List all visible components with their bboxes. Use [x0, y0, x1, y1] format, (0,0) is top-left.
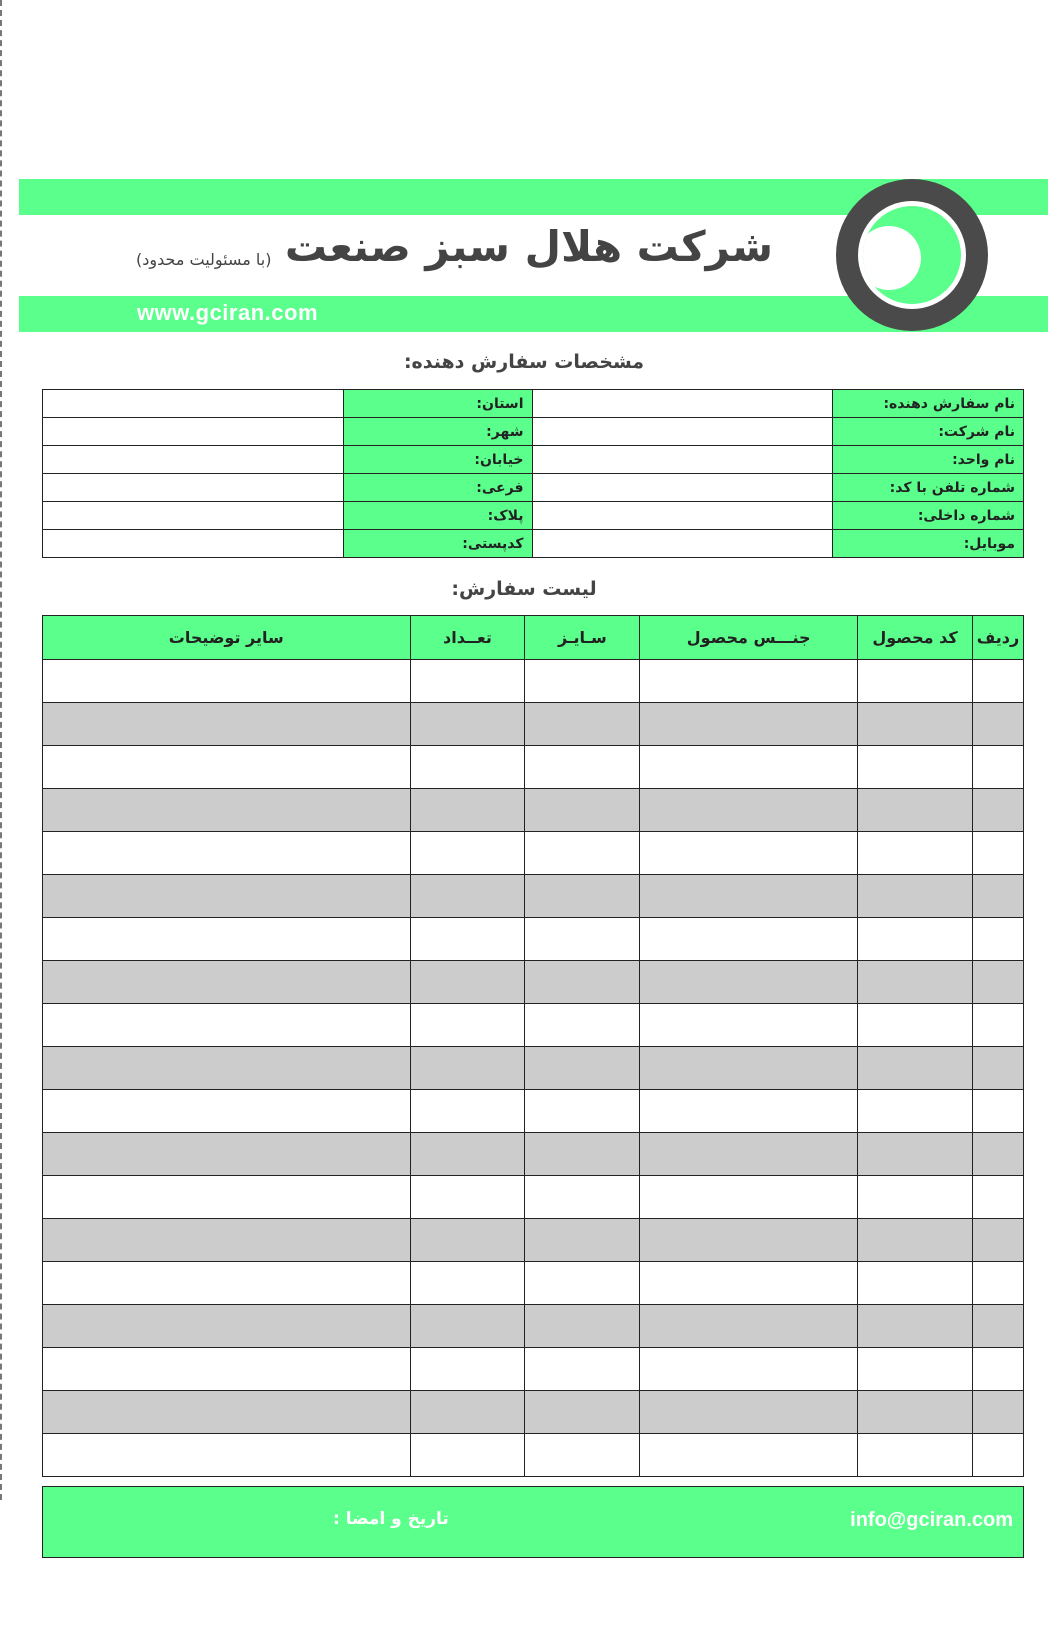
material-cell[interactable]: [640, 1133, 858, 1176]
row-number-cell[interactable]: [972, 1348, 1023, 1391]
notes-cell[interactable]: [43, 1133, 411, 1176]
details-row: [43, 502, 1024, 530]
table-row: [43, 1004, 1024, 1047]
material-cell[interactable]: [640, 1262, 858, 1305]
row-number-cell[interactable]: [972, 832, 1023, 875]
notes-cell[interactable]: [43, 1176, 411, 1219]
product-code-cell[interactable]: [858, 1047, 973, 1090]
table-row: [43, 1176, 1024, 1219]
notes-cell[interactable]: [43, 875, 411, 918]
size-cell[interactable]: [525, 1305, 640, 1348]
orderer-field-label: نام شرکت:: [833, 418, 1024, 446]
row-number-cell[interactable]: [972, 1090, 1023, 1133]
size-cell[interactable]: [525, 789, 640, 832]
order-list-table: [42, 615, 1024, 1477]
table-row: [43, 703, 1024, 746]
material-cell[interactable]: [640, 875, 858, 918]
signature-label: تاریخ و امضا :: [333, 1509, 449, 1529]
quantity-cell[interactable]: [410, 918, 525, 961]
address-field-input[interactable]: [43, 530, 344, 558]
orderer-field-input[interactable]: [532, 502, 833, 530]
col-notes: سایر توضیحات: [43, 616, 411, 660]
product-code-cell[interactable]: [858, 789, 973, 832]
quantity-cell[interactable]: [410, 1348, 525, 1391]
material-cell[interactable]: [640, 1305, 858, 1348]
quantity-cell[interactable]: [410, 1219, 525, 1262]
material-cell[interactable]: [640, 1047, 858, 1090]
quantity-cell[interactable]: [410, 1047, 525, 1090]
table-row: [43, 832, 1024, 875]
quantity-cell[interactable]: [410, 1305, 525, 1348]
quantity-cell[interactable]: [410, 961, 525, 1004]
material-cell[interactable]: [640, 703, 858, 746]
col-product-code: کد محصول: [858, 616, 973, 660]
address-field-label: پلاک:: [343, 502, 532, 530]
material-cell[interactable]: [640, 1219, 858, 1262]
row-number-cell[interactable]: [972, 746, 1023, 789]
notes-cell[interactable]: [43, 1262, 411, 1305]
orderer-field-input[interactable]: [532, 474, 833, 502]
details-row: [43, 446, 1024, 474]
product-code-cell[interactable]: [858, 1176, 973, 1219]
address-field-label: فرعی:: [343, 474, 532, 502]
size-cell[interactable]: [525, 1262, 640, 1305]
company-subtitle: (با مسئولیت محدود): [136, 250, 272, 269]
orderer-details-table: [42, 389, 1024, 558]
material-cell[interactable]: [640, 1434, 858, 1477]
size-cell[interactable]: [525, 1090, 640, 1133]
details-section-title: مشخصات سفارش دهنده:: [403, 351, 645, 373]
row-number-cell[interactable]: [972, 1434, 1023, 1477]
product-code-cell[interactable]: [858, 1434, 973, 1477]
material-cell[interactable]: [640, 1348, 858, 1391]
col-size: سـایـز: [525, 616, 640, 660]
address-field-input[interactable]: [43, 390, 344, 418]
product-code-cell[interactable]: [858, 1004, 973, 1047]
orderer-field-input[interactable]: [532, 390, 833, 418]
material-cell[interactable]: [640, 961, 858, 1004]
quantity-cell[interactable]: [410, 1176, 525, 1219]
product-code-cell[interactable]: [858, 961, 973, 1004]
quantity-cell[interactable]: [410, 1391, 525, 1434]
product-code-cell[interactable]: [858, 1090, 973, 1133]
notes-cell[interactable]: [43, 1391, 411, 1434]
row-number-cell[interactable]: [972, 1004, 1023, 1047]
material-cell[interactable]: [640, 1176, 858, 1219]
orderer-field-input[interactable]: [532, 418, 833, 446]
orderer-field-label: نام واحد:: [833, 446, 1024, 474]
product-code-cell[interactable]: [858, 1305, 973, 1348]
address-field-label: شهر:: [343, 418, 532, 446]
material-cell[interactable]: [640, 1090, 858, 1133]
notes-cell[interactable]: [43, 789, 411, 832]
table-row: [43, 1391, 1024, 1434]
quantity-cell[interactable]: [410, 660, 525, 703]
row-number-cell[interactable]: [972, 875, 1023, 918]
table-row: [43, 1262, 1024, 1305]
notes-cell[interactable]: [43, 1219, 411, 1262]
details-row: [43, 474, 1024, 502]
size-cell[interactable]: [525, 1047, 640, 1090]
table-row: [43, 1434, 1024, 1477]
product-code-cell[interactable]: [858, 1348, 973, 1391]
notes-cell[interactable]: [43, 961, 411, 1004]
table-row: [43, 1305, 1024, 1348]
product-code-cell[interactable]: [858, 703, 973, 746]
footer-email[interactable]: info@gciran.com: [850, 1509, 1013, 1531]
material-cell[interactable]: [640, 1391, 858, 1434]
material-cell[interactable]: [640, 660, 858, 703]
size-cell[interactable]: [525, 660, 640, 703]
perforation-line: [0, 0, 2, 1500]
quantity-cell[interactable]: [410, 1004, 525, 1047]
orderer-field-label: شماره تلفن با کد:: [833, 474, 1024, 502]
order-header-row: [43, 616, 1024, 660]
orderer-field-label: موبایل:: [833, 530, 1024, 558]
row-number-cell[interactable]: [972, 1219, 1023, 1262]
order-list-title: لیست سفارش:: [451, 578, 597, 600]
size-cell[interactable]: [525, 1004, 640, 1047]
size-cell[interactable]: [525, 746, 640, 789]
material-cell[interactable]: [640, 832, 858, 875]
material-cell[interactable]: [640, 746, 858, 789]
product-code-cell[interactable]: [858, 1262, 973, 1305]
address-field-input[interactable]: [43, 418, 344, 446]
notes-cell[interactable]: [43, 832, 411, 875]
orderer-field-input[interactable]: [532, 530, 833, 558]
product-code-cell[interactable]: [858, 875, 973, 918]
quantity-cell[interactable]: [410, 1262, 525, 1305]
size-cell[interactable]: [525, 1219, 640, 1262]
notes-cell[interactable]: [43, 703, 411, 746]
orderer-field-label: نام سفارش دهنده:: [833, 390, 1024, 418]
company-name: شرکت هلال سبز صنعت: [284, 222, 773, 271]
address-field-label: کدپستی:: [343, 530, 532, 558]
notes-cell[interactable]: [43, 1090, 411, 1133]
product-code-cell[interactable]: [858, 1391, 973, 1434]
quantity-cell[interactable]: [410, 789, 525, 832]
product-code-cell[interactable]: [858, 746, 973, 789]
address-field-input[interactable]: [43, 474, 344, 502]
table-row: [43, 746, 1024, 789]
website-url[interactable]: www.gciran.com: [137, 300, 319, 325]
row-number-cell[interactable]: [972, 918, 1023, 961]
size-cell[interactable]: [525, 1348, 640, 1391]
quantity-cell[interactable]: [410, 832, 525, 875]
product-code-cell[interactable]: [858, 1219, 973, 1262]
details-row: [43, 418, 1024, 446]
table-row: [43, 1133, 1024, 1176]
table-row: [43, 1090, 1024, 1133]
size-cell[interactable]: [525, 918, 640, 961]
product-code-cell[interactable]: [858, 1133, 973, 1176]
address-field-input[interactable]: [43, 502, 344, 530]
size-cell[interactable]: [525, 832, 640, 875]
row-number-cell[interactable]: [972, 660, 1023, 703]
notes-cell[interactable]: [43, 918, 411, 961]
crescent-logo-icon: [836, 179, 988, 331]
size-cell[interactable]: [525, 875, 640, 918]
quantity-cell[interactable]: [410, 1133, 525, 1176]
product-code-cell[interactable]: [858, 832, 973, 875]
size-cell[interactable]: [525, 1176, 640, 1219]
details-row: [43, 530, 1024, 558]
row-number-cell[interactable]: [972, 1133, 1023, 1176]
details-row: [43, 390, 1024, 418]
notes-cell[interactable]: [43, 1305, 411, 1348]
footer-bar: [42, 1486, 1024, 1558]
col-row-number: ردیف: [972, 616, 1023, 660]
size-cell[interactable]: [525, 1391, 640, 1434]
quantity-cell[interactable]: [410, 1090, 525, 1133]
row-number-cell[interactable]: [972, 1176, 1023, 1219]
table-row: [43, 918, 1024, 961]
quantity-cell[interactable]: [410, 703, 525, 746]
address-field-label: استان:: [343, 390, 532, 418]
product-code-cell[interactable]: [858, 918, 973, 961]
table-row: [43, 1348, 1024, 1391]
address-field-input[interactable]: [43, 446, 344, 474]
col-quantity: تعــداد: [410, 616, 525, 660]
orderer-field-label: شماره داخلی:: [833, 502, 1024, 530]
quantity-cell[interactable]: [410, 746, 525, 789]
orderer-field-input[interactable]: [532, 446, 833, 474]
material-cell[interactable]: [640, 789, 858, 832]
row-number-cell[interactable]: [972, 961, 1023, 1004]
table-row: [43, 961, 1024, 1004]
row-number-cell[interactable]: [972, 703, 1023, 746]
table-row: [43, 1219, 1024, 1262]
col-material: جنـــس محصول: [640, 616, 858, 660]
table-row: [43, 875, 1024, 918]
size-cell[interactable]: [525, 703, 640, 746]
quantity-cell[interactable]: [410, 1434, 525, 1477]
size-cell[interactable]: [525, 1434, 640, 1477]
row-number-cell[interactable]: [972, 789, 1023, 832]
size-cell[interactable]: [525, 1133, 640, 1176]
notes-cell[interactable]: [43, 1348, 411, 1391]
row-number-cell[interactable]: [972, 1305, 1023, 1348]
table-row: [43, 660, 1024, 703]
material-cell[interactable]: [640, 918, 858, 961]
row-number-cell[interactable]: [972, 1391, 1023, 1434]
size-cell[interactable]: [525, 961, 640, 1004]
notes-cell[interactable]: [43, 660, 411, 703]
notes-cell[interactable]: [43, 1047, 411, 1090]
row-number-cell[interactable]: [972, 1047, 1023, 1090]
notes-cell[interactable]: [43, 1004, 411, 1047]
table-row: [43, 789, 1024, 832]
address-field-label: خیابان:: [343, 446, 532, 474]
product-code-cell[interactable]: [858, 660, 973, 703]
material-cell[interactable]: [640, 1004, 858, 1047]
row-number-cell[interactable]: [972, 1262, 1023, 1305]
notes-cell[interactable]: [43, 746, 411, 789]
quantity-cell[interactable]: [410, 875, 525, 918]
notes-cell[interactable]: [43, 1434, 411, 1477]
table-row: [43, 1047, 1024, 1090]
